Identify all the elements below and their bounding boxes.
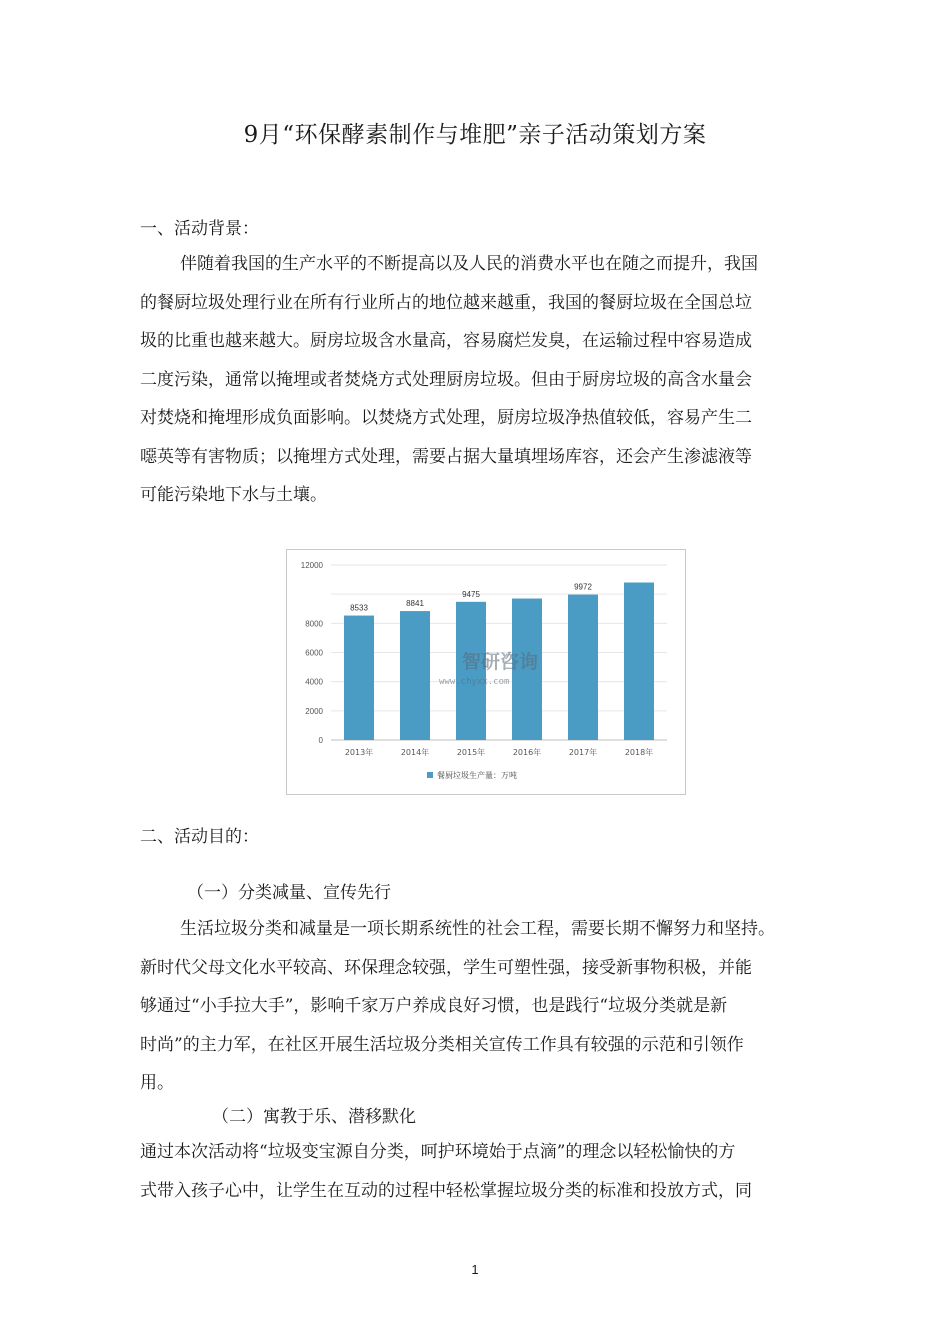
bar-data-label: 9972	[574, 582, 592, 592]
paragraph-line: 圾的比重也越来越大。厨房垃圾含水量高，容易腐烂发臭，在运输过程中容易造成	[140, 331, 752, 351]
y-tick-label: 0	[318, 736, 323, 745]
purpose-paragraph-2	[140, 1133, 840, 1210]
paragraph-line: 式带入孩子心中，让学生在互动的过程中轻松掌握垃圾分类的标准和投放方式，同	[140, 1180, 752, 1201]
y-tick-label: 8000	[305, 619, 323, 629]
legend-label: 餐厨垃圾生产量：万吨	[437, 771, 517, 780]
chart-bar	[400, 611, 430, 740]
y-tick-label: 4000	[305, 677, 323, 687]
y-tick-label: 12000	[300, 561, 323, 570]
bar-chart-figure	[286, 549, 686, 795]
paragraph-line: 用。	[140, 1073, 174, 1093]
x-tick-label: 2017年	[568, 748, 598, 757]
paragraph-line: 可能污染地下水与土壤。	[140, 485, 327, 505]
x-tick-label: 2018年	[624, 748, 654, 757]
background-paragraph	[140, 245, 840, 515]
paragraph-line: 时尚”的主力军，在社区开展生活垃圾分类相关宣传工作具有较强的示范和引领作	[140, 1034, 744, 1055]
section-heading-purpose: 二、活动目的：	[140, 827, 259, 847]
paragraph-line: 二度污染，通常以掩埋或者焚烧方式处理厨房垃圾。但由于厨房垃圾的高含水量会	[140, 369, 752, 390]
x-tick-label: 2015年	[456, 748, 486, 757]
paragraph-line: 通过本次活动将“垃圾变宝源自分类，呵护环境始于点滴”的理念以轻松愉快的方	[140, 1142, 736, 1162]
purpose-paragraph-1	[140, 910, 840, 1103]
chart-bar	[568, 595, 598, 740]
paragraph-line: 伴随着我国的生产水平的不断提高以及人民的消费水平也在随之而提升，我国	[180, 254, 758, 274]
paragraph-line: 的餐厨垃圾处理行业在所有行业所占的地位越来越重，我国的餐厨垃圾在全国总垃	[140, 292, 752, 313]
sub-heading-1: （一）分类减量、宣传先行	[187, 883, 391, 903]
chart-bar	[344, 616, 374, 740]
paragraph-line: 对焚烧和掩埋形成负面影响。以焚烧方式处理，厨房垃圾净热值较低，容易产生二	[140, 408, 752, 428]
legend-swatch	[427, 772, 433, 778]
bar-data-label: 8533	[350, 603, 368, 613]
watermark-url: www.chyxx.com	[439, 677, 510, 687]
x-tick-label: 2013年	[344, 748, 374, 757]
section-heading-background: 一、活动背景：	[140, 219, 259, 239]
x-tick-label: 2014年	[400, 748, 430, 757]
page-number: 1	[471, 1262, 479, 1277]
paragraph-line: 噁英等有害物质；以掩埋方式处理，需要占据大量填埋场库容，还会产生渗滤液等	[140, 446, 752, 467]
sub-heading-2: （二）寓教于乐、潜移默化	[212, 1107, 416, 1127]
bar-data-label: 9475	[462, 589, 480, 599]
page-title: 9月“环保酵素制作与堆肥”亲子活动策划方案	[243, 122, 707, 148]
bar-chart	[287, 550, 685, 794]
y-tick-label: 6000	[305, 648, 323, 658]
bar-data-label: 8841	[406, 599, 424, 609]
paragraph-line: 新时代父母文化水平较高、环保理念较强，学生可塑性强，接受新事物积极，并能	[140, 957, 752, 978]
paragraph-line: 生活垃圾分类和减量是一项长期系统性的社会工程，需要长期不懈努力和坚持。	[180, 919, 775, 939]
chart-bar	[624, 583, 654, 741]
paragraph-line: 够通过“小手拉大手”，影响千家万户养成良好习惯，也是践行“垃圾分类就是新	[140, 996, 728, 1016]
x-tick-label: 2016年	[512, 748, 542, 757]
watermark-text: 智研咨询	[462, 651, 539, 673]
y-tick-label: 2000	[305, 706, 323, 716]
